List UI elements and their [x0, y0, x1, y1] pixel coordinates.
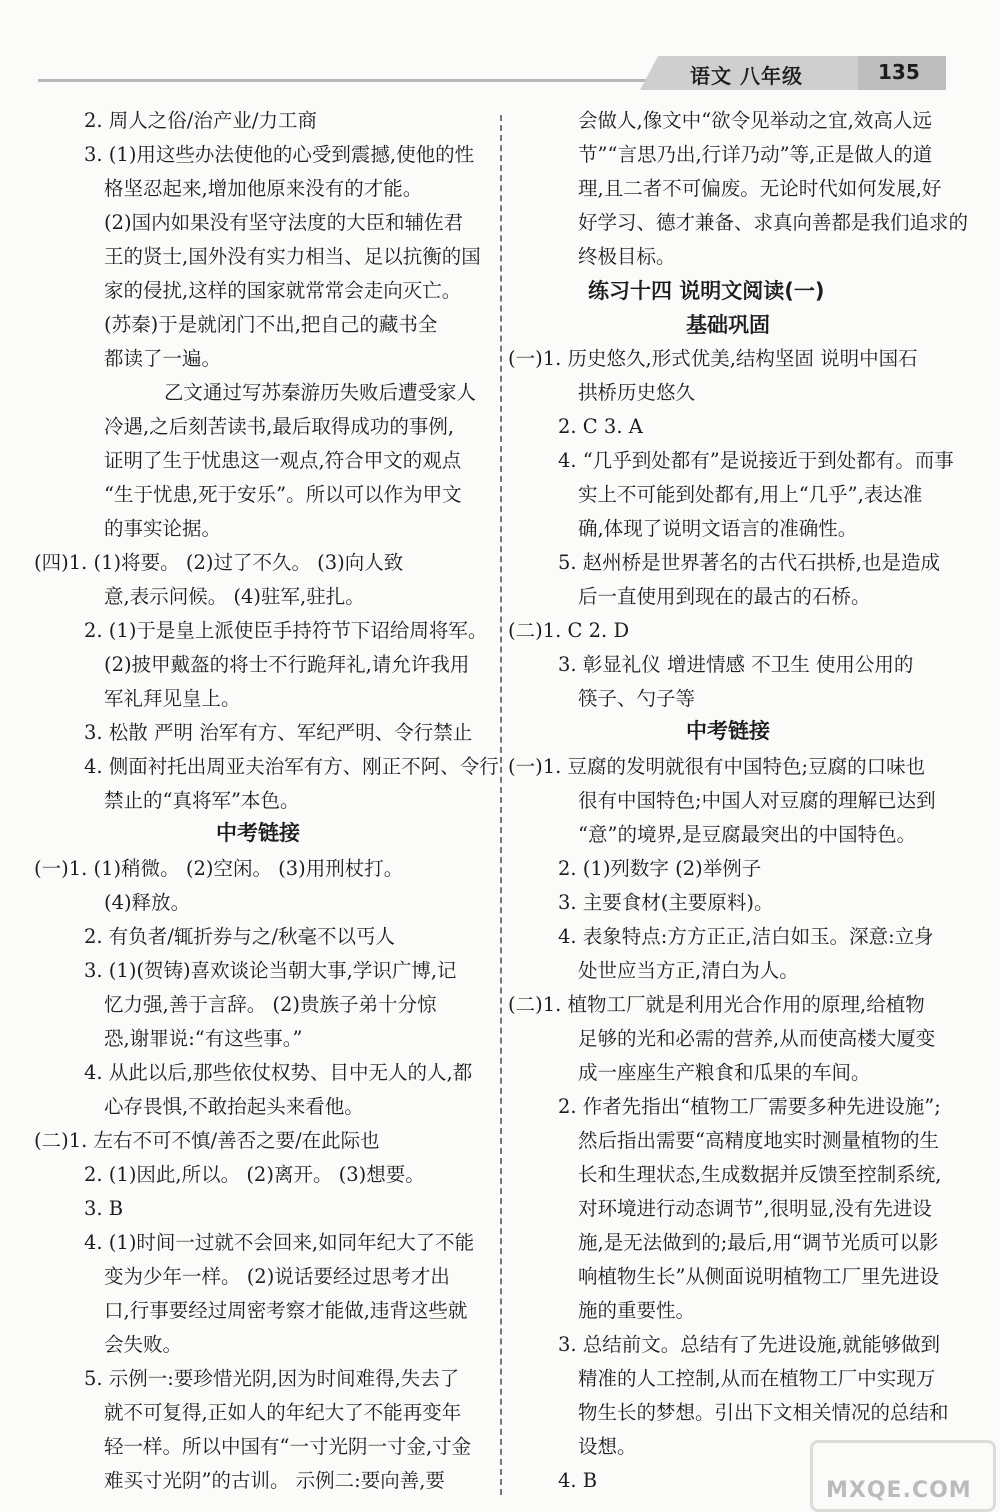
exercise-title: 练习十四 说明文阅读(一) [588, 279, 825, 303]
answer-line: 2. (1)列数字 (2)举例子 [558, 857, 762, 880]
answer-line: 施的重要性。 [578, 1299, 696, 1322]
answer-line: 精准的人工控制,从而在植物工厂中实现万 [578, 1367, 936, 1390]
answer-line: 很有中国特色;中国人对豆腐的理解已达到 [578, 789, 936, 812]
answer-line: (一)1. (1)稍微。 (2)空闲。 (3)用刑杖打。 [34, 857, 404, 880]
answer-line: 乙文通过写苏秦游历失败后遭受家人 [164, 381, 477, 404]
answer-line: 口,行事要经过周密考察才能做,违背这些就 [104, 1299, 468, 1322]
answer-line: (2)披甲戴盔的将士不行跪拜礼,请允许我用 [104, 653, 470, 676]
answer-line: 会失败。 [104, 1333, 183, 1356]
answer-line: 忆力强,善于言辞。 (2)贵族子弟十分惊 [104, 993, 437, 1016]
section-heading: 中考链接 [686, 719, 770, 743]
answer-line: 就不可复得,正如人的年纪大了不能再变年 [104, 1401, 462, 1424]
answer-line: 4. (1)时间一过就不会回来,如同年纪大了不能 [84, 1231, 475, 1254]
answer-line: 3. (1)(贺铸)喜欢谈论当朝大事,学识广博,记 [84, 959, 457, 982]
section-heading: 基础巩固 [686, 313, 770, 337]
answer-line: 设想。 [578, 1435, 637, 1458]
answer-line: 会做人,像文中“欲令见举动之宜,效高人远 [578, 109, 932, 132]
answer-line: 4. 表象特点:方方正正,洁白如玉。深意:立身 [558, 925, 934, 948]
answer-line: 处世应当方正,清白为人。 [578, 959, 799, 982]
header-rule [38, 79, 678, 82]
answer-line: 4. 从此以后,那些依仗权势、目中无人的人,都 [84, 1061, 473, 1084]
answer-line: (二)1. 植物工厂就是利用光合作用的原理,给植物 [508, 993, 925, 1016]
answer-line: 轻一样。所以中国有“一寸光阴一寸金,寸金 [104, 1435, 472, 1458]
answer-line: 王的贤士,国外没有实力相当、足以抗衡的国 [104, 245, 481, 268]
answer-line: (2)国内如果没有坚守法度的大臣和辅佐君 [104, 211, 464, 234]
answer-line: 物生长的梦想。引出下文相关情况的总结和 [578, 1401, 949, 1424]
answer-line: 禁止的“真将军”本色。 [104, 789, 300, 812]
answer-line: (四)1. (1)将要。 (2)过了不久。 (3)向人致 [34, 551, 404, 574]
answer-line: 难买寸光阴”的古训。 示例二:要向善,要 [104, 1469, 445, 1492]
header-title: 语文 八年级 [690, 64, 803, 88]
answer-line: 2. 作者先指出“植物工厂需要多种先进设施”; [558, 1095, 941, 1118]
answer-line: 然后指出需要“高精度地实时测量植物的生 [578, 1129, 939, 1152]
answer-line: 3. 松散 严明 治军有方、军纪严明、令行禁止 [84, 721, 473, 744]
answer-line: 好学习、德才兼备、求真向善都是我们追求的 [578, 211, 969, 234]
answer-line: 3. 彰显礼仪 增进情感 不卫生 使用公用的 [558, 653, 914, 676]
answer-line: 4. 侧面衬托出周亚夫治军有方、刚正不阿、令行 [84, 755, 499, 778]
answer-line: 2. C 3. A [558, 415, 643, 438]
answer-line: “生于忧患,死于安乐”。所以可以作为甲文 [104, 483, 462, 506]
answer-line: 拱桥历史悠久 [578, 381, 696, 404]
watermark-text: MXQE.COM [826, 1478, 972, 1503]
answer-line: 心存畏惧,不敢抬起头来看他。 [104, 1095, 364, 1118]
answer-line: 确,体现了说明文语言的准确性。 [578, 517, 858, 540]
answer-line: 变为少年一样。 (2)说话要经过思考才出 [104, 1265, 450, 1288]
answer-line: 实上不可能到处都有,用上“几乎”,表达准 [578, 483, 923, 506]
answer-line: (二)1. C 2. D [508, 619, 630, 642]
answer-line: 2. (1)于是皇上派使臣手持符节下诏给周将军。 [84, 619, 488, 642]
answer-line: 恐,谢罪说:“有这些事。” [104, 1027, 303, 1050]
answer-line: 终极目标。 [578, 245, 676, 268]
answer-line: 4. B [558, 1469, 598, 1492]
answer-line: 2. (1)因此,所以。 (2)离开。 (3)想要。 [84, 1163, 425, 1186]
answer-line: 筷子、勺子等 [578, 687, 696, 710]
answer-line: 对环境进行动态调节”,很明显,没有先进设 [578, 1197, 932, 1220]
answer-line: 响植物生长”从侧面说明植物工厂里先进设 [578, 1265, 939, 1288]
column-divider [500, 115, 502, 1495]
answer-line: 家的侵扰,这样的国家就常常会走向灭亡。 [104, 279, 462, 302]
answer-line: 5. 赵州桥是世界著名的古代石拱桥,也是造成 [558, 551, 941, 574]
answer-line: 4. “几乎到处都有”是说接近于到处都有。而事 [558, 449, 954, 472]
answer-line: 3. 总结前文。总结有了先进设施,就能够做到 [558, 1333, 941, 1356]
answer-line: 3. 主要食材(主要原料)。 [558, 891, 774, 914]
answer-line: 理,且二者不可偏废。无论时代如何发展,好 [578, 177, 942, 200]
answer-line: 意,表示问候。 (4)驻军,驻扎。 [104, 585, 365, 608]
answer-line: 都读了一遍。 [104, 347, 222, 370]
page-number: 135 [878, 60, 920, 84]
answer-line: 的事实论据。 [104, 517, 222, 540]
answer-line: 2. 周人之俗/治产业/力工商 [84, 109, 317, 132]
answer-line: (一)1. 豆腐的发明就很有中国特色;豆腐的口味也 [508, 755, 926, 778]
answer-line: 3. B [84, 1197, 124, 1220]
answer-line: 节”“言思乃出,行详乃动”等,正是做人的道 [578, 143, 933, 166]
answer-line: 施,是无法做到的;最后,用“调节光质可以影 [578, 1231, 939, 1254]
answer-line: 3. (1)用这些办法使他的心受到震撼,使他的性 [84, 143, 475, 166]
answer-line: 5. 示例一:要珍惜光阴,因为时间难得,失去了 [84, 1367, 460, 1390]
answer-line: 军礼拜见皇上。 [104, 687, 241, 710]
answer-line: 成一座座生产粮食和瓜果的车间。 [578, 1061, 871, 1084]
answer-line: “意”的境界,是豆腐最突出的中国特色。 [578, 823, 917, 846]
answer-line: (二)1. 左右不可不慎/善否之要/在此际也 [34, 1129, 380, 1152]
answer-line: 格坚忍起来,增加他原来没有的才能。 [104, 177, 423, 200]
answer-line: 足够的光和必需的营养,从而使高楼大厦变 [578, 1027, 936, 1050]
answer-line: 后一直使用到现在的最古的石桥。 [578, 585, 871, 608]
answer-line: (4)释放。 [104, 891, 191, 914]
answer-line: (一)1. 历史悠久,形式优美,结构坚固 说明中国石 [508, 347, 918, 370]
answer-line: 长和生理状态,生成数据并反馈至控制系统, [578, 1163, 942, 1186]
answer-line: 证明了生于忧患这一观点,符合甲文的观点 [104, 449, 462, 472]
answer-line: (苏秦)于是就闭门不出,把自己的藏书全 [104, 313, 438, 336]
answer-line: 冷遇,之后刻苦读书,最后取得成功的事例, [104, 415, 455, 438]
answer-line: 2. 有负者/辄折券与之/秋毫不以丐人 [84, 925, 395, 948]
section-heading: 中考链接 [216, 821, 300, 845]
